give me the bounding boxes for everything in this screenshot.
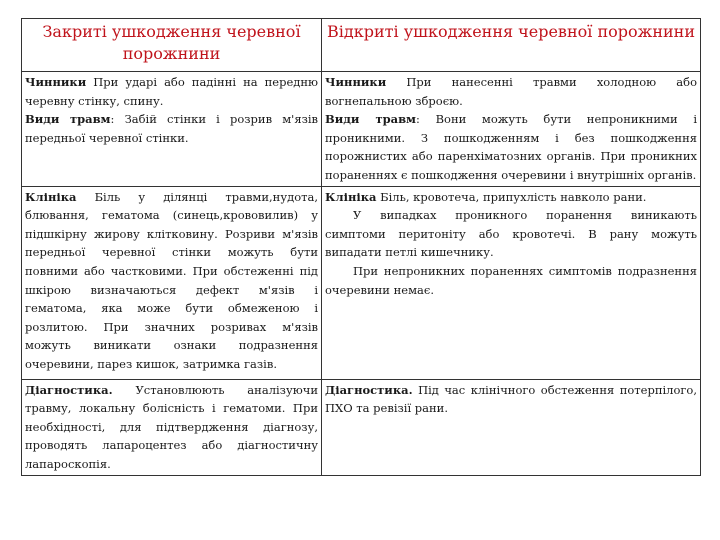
open-clinic-cell — [322, 186, 701, 379]
header-open-injuries: Відкриті ушкодження черевної порожнини — [322, 19, 701, 72]
closed-factors-cell — [22, 72, 322, 187]
open-factors-label: Чинники — [325, 75, 387, 89]
diagnostics-row — [22, 379, 701, 475]
closed-clinic-text: Біль у ділянці травми,нудота, блювання, гематома (синець,крововилив) у підшкірну жирову клітковину. Розриви м'язів передньої черевної стінки можуть бути повними або частковими. При обстеженні під шкірою визначаються дефект м'язів і гематома, яка може бути обмеженою і розлитою. При значних розривах м'язів можуть виникати ознаки подразнення очеревини, парез кишок, затримка газів. — [25, 189, 318, 371]
open-clinic-text: Біль, кровотеча, припухлість навколо рани. — [376, 189, 647, 204]
open-clinic-nonpenetrating: При непроникних пораненнях симптомів подразнення очеревини немає. — [325, 263, 697, 297]
closed-clinic-label: Клініка — [25, 189, 77, 204]
header-row — [22, 19, 701, 72]
factors-types-row — [22, 72, 701, 187]
open-diagnostics-text: Під час клінічного обстеження потерпілого, ПХО та ревізії рани. — [325, 382, 697, 416]
header-closed-injuries: Закриті ушкодження черевної порожнини — [22, 19, 322, 72]
closed-factors-label: Чинники — [25, 75, 87, 89]
open-clinic-label: Клініка — [325, 189, 377, 204]
closed-types-label: Види травм — [25, 112, 111, 127]
comparison-table — [21, 18, 701, 476]
open-types-text: : Вони можуть бути непроникними і проникними. З пошкодженням і без пошкодження порожнистих або паренхіматозних органів. При проникних пораненнях є пошкодження очеревини і внутрішніх органів. — [325, 112, 697, 182]
closed-diagnostics-cell — [22, 379, 322, 475]
closed-diagnostics-text: Установлюють аналізуючи травму, локальну болісність і гематоми. При необхідності, для підтвердження діагнозу, проводять лапароцентез або діагностичну лапароскопія. — [25, 382, 318, 471]
open-diagnostics-label: Діагностика. — [325, 382, 413, 397]
clinic-row — [22, 186, 701, 379]
open-factors-cell — [322, 72, 701, 187]
closed-diagnostics-label: Діагностика. — [25, 382, 113, 397]
open-diagnostics-cell — [322, 379, 701, 475]
closed-clinic-cell — [22, 186, 322, 379]
open-types-label: Види травм — [325, 112, 417, 127]
open-factors-text: При нанесенні травми холодною або вогнепальною зброєю. — [325, 75, 697, 108]
closed-factors-text: При ударі або падінні на передню черевну стінку, спину. — [25, 75, 319, 108]
open-clinic-penetrating: У випадках проникного поранення виникають симптоми перитоніту або кровотечі. В рану можуть випадати петлі кишечнику. — [325, 208, 697, 260]
closed-types-text: : Забій стінки і розрив м'язів передньої черевної стінки. — [25, 112, 318, 145]
